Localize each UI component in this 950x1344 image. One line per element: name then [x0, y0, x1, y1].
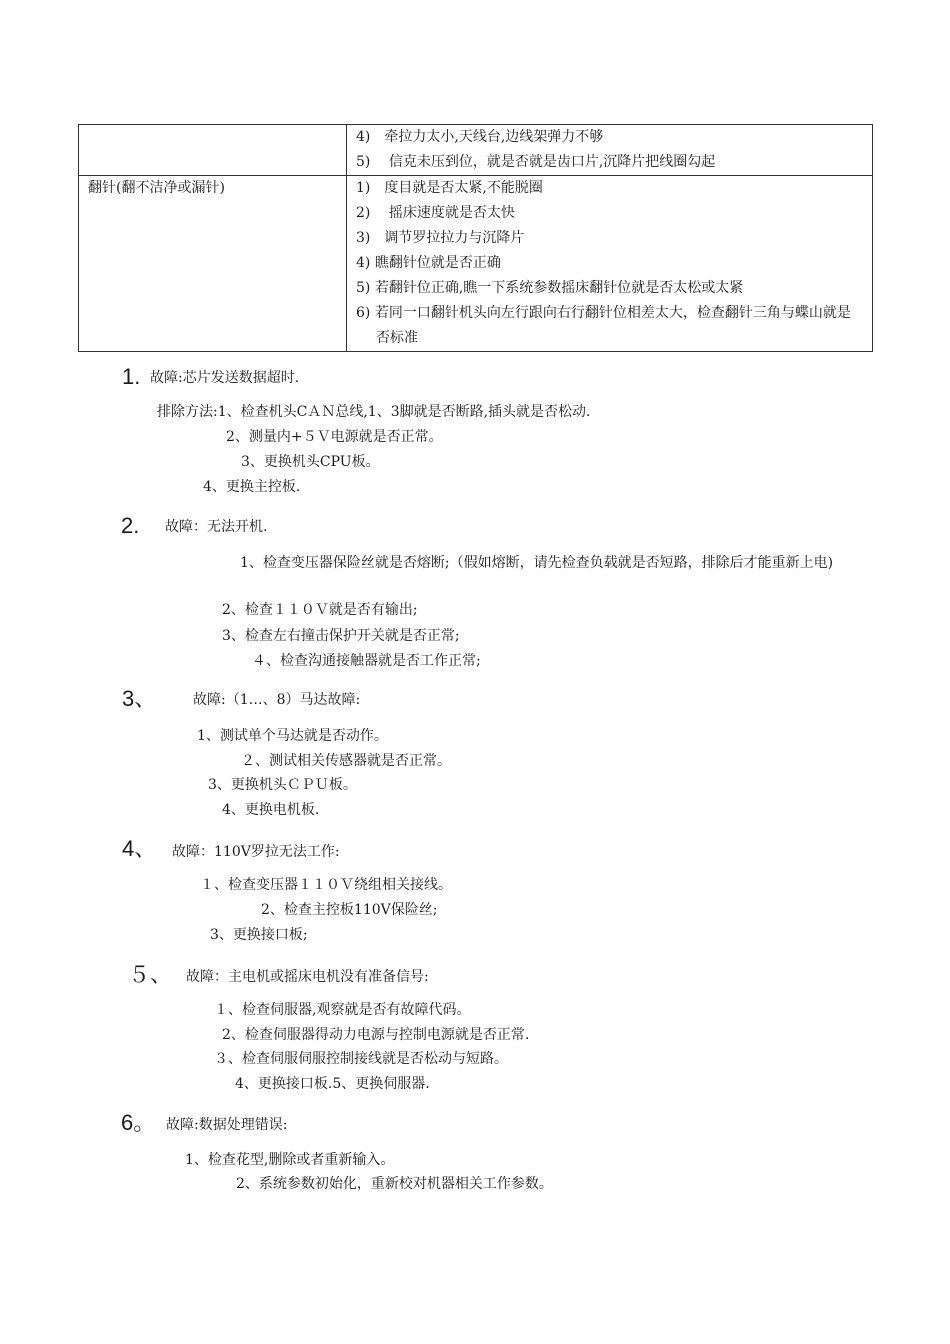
method-label: 排除方法: — [157, 404, 218, 420]
fault-step: １、检查伺服器,观察就是否有故障代码。 — [214, 1002, 471, 1018]
fault-step: 3、检查左右撞击保护开关就是否正常; — [222, 628, 460, 644]
list-item: 4) 瞧翻针位就是否正确 — [356, 255, 501, 271]
fault-step: 2、检查１１０Ｖ就是否有输出; — [222, 602, 418, 618]
fault-step: 2、系统参数初始化，重新校对机器相关工作参数。 — [236, 1176, 553, 1192]
fault-number: ５、 — [128, 962, 173, 987]
fault-title: 故障:芯片发送数据超时. — [150, 370, 300, 386]
fault-step: 2、检查伺服器得动力电源与控制电源就是否正常. — [222, 1027, 530, 1043]
list-item: 2) 摇床速度就是否太快 — [356, 205, 515, 221]
list-item: 5) 若翻针位正确,瞧一下系统参数摇床翻针位就是否太松或太紧 — [356, 280, 744, 296]
fault-step: 3、更换机头ＣＰＵ板。 — [208, 777, 357, 793]
fault-title: 故障：无法开机. — [165, 519, 268, 535]
fault-step: １、检查变压器１１０Ｖ绕组相关接线。 — [200, 877, 452, 893]
row-label: 翻针(翻不洁净或漏针) — [88, 180, 225, 196]
fault-number: 4、 — [122, 836, 157, 861]
fault-step: 2、测量内+５Ｖ电源就是否正常。 — [226, 429, 443, 445]
fault-step: 1、检查机头CＡＮ总线,1、3脚就是否断路,插头就是否松动. — [217, 404, 591, 420]
list-item: 3) 调节罗拉拉力与沉降片 — [356, 230, 525, 246]
fault-step: 1、检查花型,删除或者重新输入。 — [185, 1152, 395, 1168]
row-label — [79, 125, 346, 150]
table-row — [79, 176, 873, 352]
fault-step: 4、更换电机板. — [222, 802, 320, 818]
table-cell-label — [79, 176, 347, 352]
list-item: 6) 若同一口翻针机头向左行跟向右行翻针位相差太大，检查翻针三角与蝶山就是否标准 — [356, 305, 851, 346]
fault-title: 故障：主电机或摇床电机没有准备信号: — [186, 969, 429, 985]
fault-step: ２、测试相关传感器就是否正常。 — [241, 753, 451, 769]
table-cell-items — [347, 125, 873, 176]
list-item: 5) 信克未压到位，就是否就是齿口片,沉降片把线圈勾起 — [356, 154, 716, 170]
list-item: 4) 牵拉力太小,天线台,边线架弹力不够 — [356, 129, 604, 145]
table-cell-items — [347, 176, 873, 352]
fault-step: 3、更换接口板; — [210, 927, 308, 943]
fault-step: 2、检查主控板110V保险丝; — [261, 902, 438, 918]
fault-title: 故障：110V罗拉无法工作: — [172, 844, 340, 860]
fault-number: 6。 — [121, 1110, 156, 1135]
fault-title: 故障:（1…、8）马达故障: — [193, 692, 361, 708]
fault-step: ４、检查沟通接触器就是否工作正常; — [252, 653, 481, 669]
fault-step: 1、测试单个马达就是否动作。 — [197, 728, 388, 744]
fault-step: 4、更换接口板.5、更换伺服器. — [235, 1076, 430, 1092]
fault-number: 1. — [122, 364, 141, 389]
troubleshooting-table — [78, 124, 873, 352]
fault-step: 3、更换机头CPU板。 — [241, 454, 380, 470]
fault-title: 故障:数据处理错误: — [166, 1117, 288, 1133]
fault-step: 4、更换主控板. — [203, 479, 301, 495]
fault-number: 2. — [121, 513, 140, 538]
method-line — [157, 402, 591, 422]
list-item: 1) 度目就是否太紧,不能脱圈 — [356, 180, 543, 196]
fault-number: 3、 — [122, 686, 157, 711]
fault-step: ３、检查伺服伺服控制接线就是否松动与短路。 — [214, 1051, 508, 1067]
table-cell-label — [79, 125, 347, 176]
fault-step: 1、检查变压器保险丝就是否熔断;（假如熔断，请先检查负载就是否短路，排除后才能重新上电) — [240, 555, 834, 571]
table-row — [79, 125, 873, 176]
